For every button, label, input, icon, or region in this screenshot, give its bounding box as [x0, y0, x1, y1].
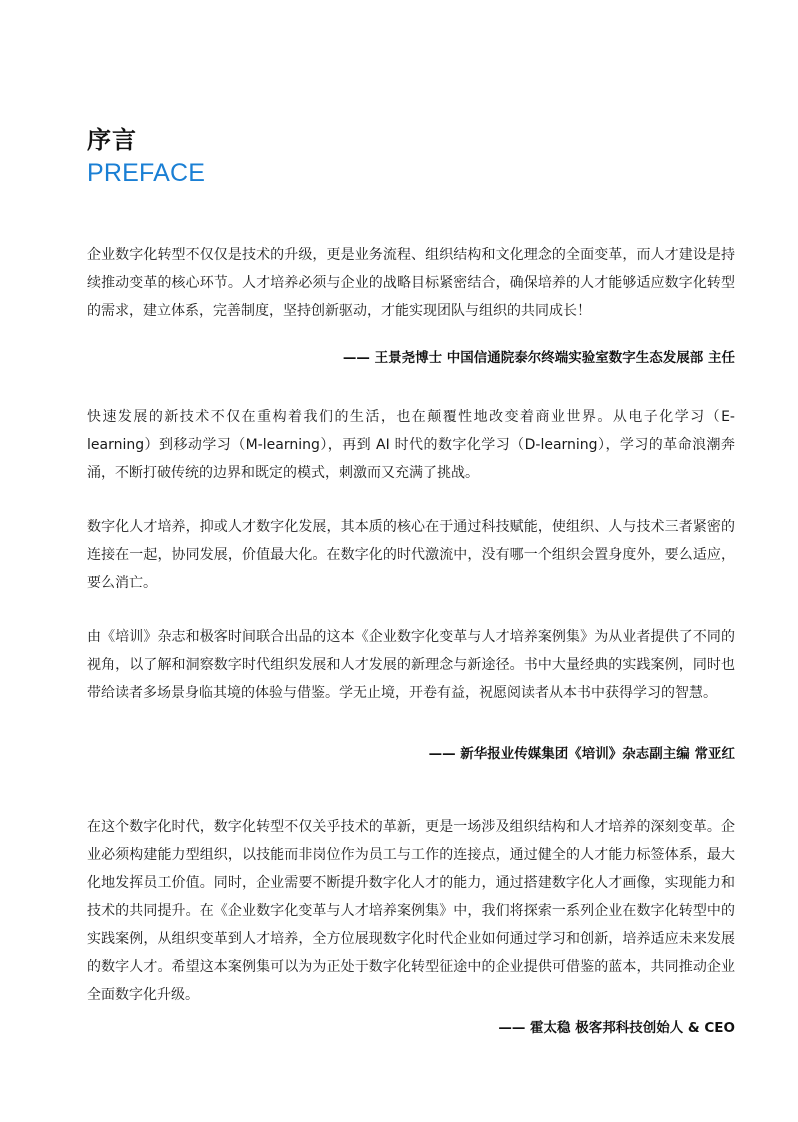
- signature: —— 新华报业传媒集团《培训》杂志副主编 常亚红: [428, 746, 735, 762]
- preface-paragraph: [87, 403, 735, 487]
- paragraph-text: 快速发展的新技术不仅在重构着我们的生活，也在颠覆性地改变着商业世界。从电子化学习（E-learning）到移动学习（M-learning），再到 AI 时代的数字化学习（D-learning），学习的革命浪潮奔涌，不断打破传统的边界和既定的模式，刺激而又充满了挑战。: [87, 409, 735, 481]
- signature: —— 霍太稳 极客邦科技创始人 & CEO: [498, 1020, 735, 1036]
- preface-paragraph: [87, 513, 735, 597]
- preface-paragraph: [87, 623, 735, 707]
- paragraph-text: 在这个数字化时代，数字化转型不仅关乎技术的革新，更是一场涉及组织结构和人才培养的深刻变革。企业必须构建能力型组织，以技能而非岗位作为员工与工作的连接点，通过健全的人才能力标签体系，最大化地发挥员工价值。同时，企业需要不断提升数字化人才的能力，通过搭建数字化人才画像，实现能力和技术的共同提升。在《企业数字化变革与人才培养案例集》中，我们将探索一系列企业在数字化转型中的实践案例，从组织变革到人才培养，全方位展现数字化时代企业如何通过学习和创新，培养适应未来发展的数字人才。希望这本案例集可以为为正处于数字化转型征途中的企业提供可借鉴的蓝本，共同推动企业全面数字化升级。: [87, 819, 735, 1003]
- paragraph-text: 由《培训》杂志和极客时间联合出品的这本《企业数字化变革与人才培养案例集》为从业者提供了不同的视角，以了解和洞察数字时代组织发展和人才发展的新理念与新途径。书中大量经典的实践案例，同时也带给读者多场景身临其境的体验与借鉴。学无止境，开卷有益，祝愿阅读者从本书中获得学习的智慧。: [87, 629, 735, 701]
- paragraph-text: 企业数字化转型不仅仅是技术的升级，更是业务流程、组织结构和文化理念的全面变革，而人才建设是持续推动变革的核心环节。人才培养必须与企业的战略目标紧密结合，确保培养的人才能够适应数字化转型的需求，建立体系，完善制度，坚持创新驱动，才能实现团队与组织的共同成长！: [87, 247, 735, 319]
- preface-paragraph: [87, 241, 735, 325]
- signature: —— 王景尧博士 中国信通院泰尔终端实验室数字生态发展部 主任: [342, 350, 735, 366]
- paragraph-text: 数字化人才培养，抑或人才数字化发展，其本质的核心在于通过科技赋能，使组织、人与技术三者紧密的连接在一起，协同发展，价值最大化。在数字化的时代激流中，没有哪一个组织会置身度外，要么适应，要么消亡。: [87, 519, 735, 591]
- page-subtitle: PREFACE: [87, 159, 206, 187]
- page-title: 序言: [87, 126, 137, 154]
- preface-paragraph: [87, 813, 735, 1009]
